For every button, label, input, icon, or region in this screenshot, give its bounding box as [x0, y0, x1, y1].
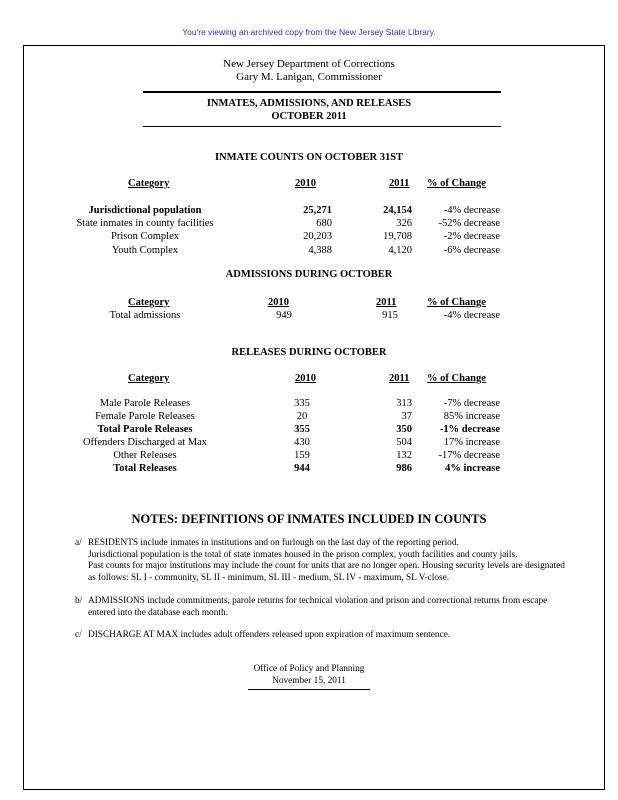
note-a-line: RESIDENTS include inmates in institutions and on furlough on the last day of the reporting period. — [88, 538, 459, 548]
row-2011: 986 — [396, 463, 412, 474]
column-header-2010: 2010 — [295, 373, 316, 384]
note-a — [75, 538, 595, 584]
row-2010: 20,203 — [303, 231, 332, 242]
row-change: -17% decrease — [438, 450, 500, 461]
report-subtitle: OCTOBER 2011 — [271, 111, 347, 122]
column-header-2011: 2011 — [389, 373, 410, 384]
note-a-label: a/ — [75, 538, 82, 548]
row-2010: 4,388 — [308, 245, 332, 256]
row-change: 4% increase — [445, 463, 500, 474]
note-b-line: entered into the database each month. — [88, 607, 228, 618]
row-change: -52% decrease — [438, 218, 500, 229]
row-2010: 335 — [294, 398, 310, 409]
row-2011: 313 — [396, 398, 412, 409]
row-2010: 944 — [294, 463, 310, 474]
table-row — [0, 204, 618, 217]
footer-date: November 15, 2011 — [272, 676, 346, 686]
row-category: Prison Complex — [111, 231, 179, 242]
row-change: -4% decrease — [443, 205, 500, 216]
department-name: New Jersey Department of Corrections — [223, 58, 395, 70]
table-row — [0, 309, 618, 322]
row-category: Female Parole Releases — [95, 411, 195, 422]
note-a-line: Jurisdictional population is the total of state inmates housed in the prison complex, youth facilities and county jails. — [88, 549, 518, 560]
row-category: Offenders Discharged at Max — [82, 437, 208, 448]
header-rule-bottom — [143, 126, 501, 127]
row-2010: 20 — [296, 411, 308, 422]
table-row — [0, 397, 618, 410]
row-2010: 949 — [276, 310, 292, 321]
column-header-2011: 2011 — [376, 297, 397, 308]
note-c-line: DISCHARGE AT MAX includes adult offenders released upon expiration of maximum sentence. — [88, 630, 451, 640]
table-row — [0, 244, 618, 257]
column-header-2010: 2010 — [295, 178, 316, 189]
column-header-2010: 2010 — [268, 297, 289, 308]
row-category: Other Releases — [113, 450, 177, 461]
row-2011: 326 — [396, 218, 412, 229]
row-2010: 355 — [294, 424, 310, 435]
counts-heading: INMATE COUNTS ON OCTOBER 31ST — [214, 152, 404, 163]
column-header-change: % of Change — [427, 297, 486, 308]
table-row — [0, 423, 618, 436]
row-2011: 24,154 — [383, 205, 412, 216]
table-row — [0, 462, 618, 475]
commissioner-name: Gary M. Lanigan, Commissioner — [236, 71, 382, 83]
row-2011: 504 — [396, 437, 412, 448]
row-2011: 132 — [396, 450, 412, 461]
row-2011: 350 — [396, 424, 412, 435]
column-header-change: % of Change — [427, 373, 486, 384]
header-rule-top — [143, 91, 501, 93]
row-change: -2% decrease — [443, 231, 500, 242]
table-row — [0, 436, 618, 449]
row-category: Youth Complex — [111, 245, 179, 256]
note-c — [75, 630, 595, 642]
admissions-heading: ADMISSIONS DURING OCTOBER — [225, 269, 393, 280]
column-header-category: Category — [128, 373, 170, 384]
note-b-label: b/ — [75, 596, 83, 606]
note-a-line: Past counts for major institutions may include the count for units that are no longer open. Housing security levels are designated — [88, 561, 565, 571]
note-c-label: c/ — [75, 630, 82, 640]
counts-header-row — [0, 177, 618, 190]
row-change: 85% increase — [443, 411, 500, 422]
admissions-header-row — [0, 296, 618, 309]
row-change: -7% decrease — [443, 398, 500, 409]
row-change: 17% increase — [443, 437, 500, 448]
row-category: Total Releases — [113, 463, 177, 474]
table-row — [0, 449, 618, 462]
footer-office: Office of Policy and Planning — [253, 664, 365, 674]
row-2011: 915 — [382, 310, 398, 321]
table-row — [0, 410, 618, 423]
column-header-change: % of Change — [427, 178, 486, 189]
releases-heading: RELEASES DURING OCTOBER — [231, 347, 387, 358]
note-b — [75, 596, 595, 619]
row-change: -4% decrease — [443, 310, 500, 321]
footer-rule — [248, 689, 370, 690]
row-category: Total admissions — [109, 310, 181, 321]
note-a-line: as follows: SL I - community, SL II - minimum, SL III - medium, SL IV - maximum, SL V-close. — [88, 572, 450, 583]
table-row — [0, 217, 618, 230]
row-2010: 430 — [294, 437, 310, 448]
row-category: Jurisdictional population — [88, 205, 202, 216]
note-b-line: ADMISSIONS include commitments, parole returns for technical violation and prison and correctional returns from escape — [88, 596, 548, 606]
report-title: INMATES, ADMISSIONS, AND RELEASES — [206, 98, 412, 109]
archive-banner: You're viewing an archived copy from the New Jersey State Library. — [182, 27, 436, 37]
row-2010: 680 — [316, 218, 332, 229]
row-2010: 25,271 — [303, 205, 332, 216]
row-2011: 37 — [401, 411, 412, 422]
row-2011: 19,708 — [383, 231, 412, 242]
row-2011: 4,120 — [388, 245, 412, 256]
column-header-category: Category — [128, 178, 170, 189]
row-change: -1% decrease — [439, 424, 500, 435]
row-category: State inmates in county facilities — [76, 218, 214, 229]
row-change: -6% decrease — [443, 245, 500, 256]
row-2010: 159 — [294, 450, 310, 461]
releases-header-row — [0, 372, 618, 385]
table-row — [0, 230, 618, 243]
row-category: Total Parole Releases — [97, 424, 193, 435]
row-category: Male Parole Releases — [99, 398, 191, 409]
column-header-2011: 2011 — [389, 178, 410, 189]
notes-heading: NOTES: DEFINITIONS OF INMATES INCLUDED IN COUNTS — [131, 512, 487, 526]
column-header-category: Category — [128, 297, 170, 308]
